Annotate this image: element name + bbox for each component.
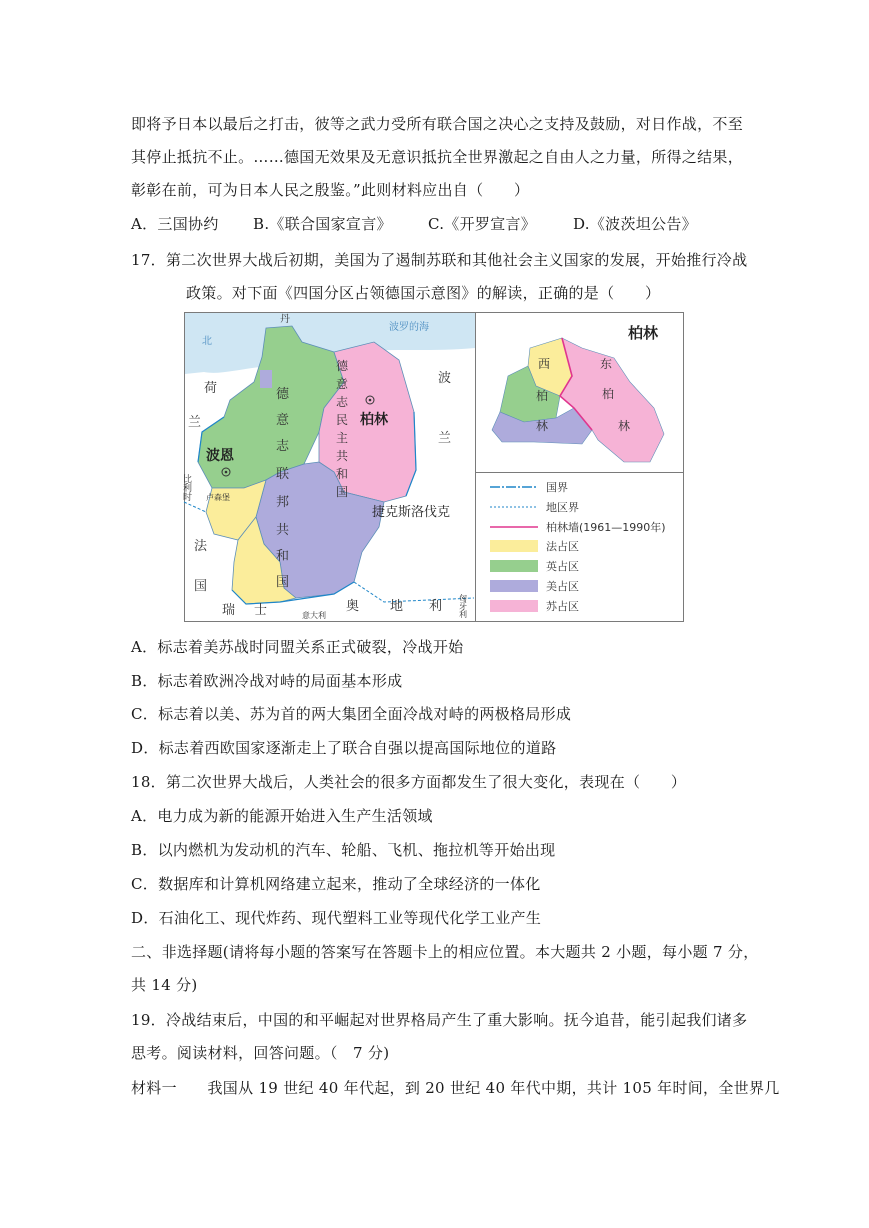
germany-occupation-map xyxy=(181,312,684,622)
q18-stem: 18．第二次世界大战后，人类社会的很多方面都发生了很大变化，表现在（ ） xyxy=(131,773,687,791)
legend-label-national-border: 国界 xyxy=(546,481,568,494)
frg-char-6: 共 xyxy=(276,523,290,538)
map-label-berlin: 柏林 xyxy=(360,412,388,428)
q17-option-c: C．标志着以美、苏为首的两大集团全面冷战对峙的两极格局形成 xyxy=(131,705,572,723)
legend-swatch-british-zone xyxy=(490,560,538,572)
inset-east-char-3: 林 xyxy=(618,419,631,433)
frg-char-1: 德 xyxy=(276,387,290,402)
legend-swatch-us-zone xyxy=(490,580,538,592)
q18-option-d: D．石油化工、现代炸药、现代塑料工业等现代化学工业产生 xyxy=(131,909,542,927)
map-label-north: 北 xyxy=(202,336,212,347)
q17-stem-line-1: 17．第二次世界大战后初期，美国为了遏制苏联和其他社会主义国家的发展，开始推行冷战 xyxy=(131,251,748,269)
frg-char-3: 志 xyxy=(276,439,290,454)
legend-swatch-french-zone xyxy=(490,540,538,552)
gdr-char-5: 主 xyxy=(336,431,349,445)
map-label-italy: 意大利 xyxy=(302,611,326,620)
gdr-char-1: 德 xyxy=(336,359,349,373)
gdr-char-4: 民 xyxy=(336,413,349,427)
q19-stem-line-2: 思考。阅读材料，回答问题。（ 7 分) xyxy=(131,1044,390,1062)
inset-title: 柏林 xyxy=(628,324,659,342)
map-label-netherlands-2: 兰 xyxy=(188,415,202,430)
map-label-swiss-1: 瑞 xyxy=(222,603,236,618)
section2-heading-line-1: 二、非选择题(请将每小题的答案写在答题卡上的相应位置。本大题共 2 小题，每小题 7 分， xyxy=(131,943,759,961)
legend-label-british-zone: 英占区 xyxy=(546,560,579,573)
q18-option-a: A．电力成为新的能源开始进入生产生活领域 xyxy=(131,807,433,825)
q17-option-a: A．标志着美苏战时同盟关系正式破裂，冷战开始 xyxy=(131,638,464,656)
frg-char-5: 邦 xyxy=(276,495,290,510)
q18-option-b: B．以内燃机为发动机的汽车、轮船、飞机、拖拉机等开始出现 xyxy=(131,841,556,859)
map-label-sea: 波罗的海 xyxy=(389,322,429,333)
frg-char-8: 国 xyxy=(276,575,290,590)
q19-stem-line-1: 19．冷战结束后，中国的和平崛起对世界格局产生了重大影响。抚今追昔，能引起我们诸多 xyxy=(131,1011,748,1029)
gdr-char-6: 共 xyxy=(336,449,349,463)
inset-west-char-3: 林 xyxy=(536,419,549,433)
passage-line-1: 即将予日本以最后之打击，彼等之武力受所有联合国之决心之支持及鼓励，对日作战，不至 xyxy=(131,115,744,133)
q16-option-a: A．三国协约 xyxy=(131,215,219,233)
inset-east-char-2: 柏 xyxy=(602,387,615,401)
map-label-luxembourg: 卢森堡 xyxy=(206,493,230,502)
frg-char-7: 和 xyxy=(276,549,290,564)
inset-east-char-1: 东 xyxy=(600,357,613,371)
map-label-netherlands-1: 荷 xyxy=(204,381,218,396)
frg-char-2: 意 xyxy=(276,413,290,428)
section2-heading-line-2: 共 14 分) xyxy=(131,976,198,994)
legend-label-region-border: 地区界 xyxy=(546,501,579,514)
passage-line-3: 彰彰在前，可为日本人民之殷鉴。”此则材料应出自（ ） xyxy=(131,181,530,199)
q16-option-b: B.《联合国家宣言》 xyxy=(253,215,392,233)
passage-line-2: 其停止抵抗不止。……德国无效果及无意识抵抗全世界激起之自由人之力量，所得之结果， xyxy=(131,148,744,166)
gdr-char-7: 和 xyxy=(336,467,349,481)
map-label-belgium: 比利时 xyxy=(181,474,191,501)
map-label-denmark: 丹 xyxy=(280,314,290,325)
legend-label-us-zone: 美占区 xyxy=(546,580,579,593)
map-label-austria-2: 地 xyxy=(390,599,404,614)
map-label-czech: 捷克斯洛伐克 xyxy=(372,505,451,520)
gdr-char-2: 意 xyxy=(336,377,349,391)
inset-west-char-1: 西 xyxy=(538,357,551,371)
map-label-france-1: 法 xyxy=(194,539,208,554)
map-label-poland-1: 波 xyxy=(438,371,452,386)
map-label-austria-3: 利 xyxy=(429,599,443,614)
gdr-char-8: 国 xyxy=(336,485,349,499)
legend-label-soviet-zone: 苏占区 xyxy=(546,600,579,613)
q17-option-d: D．标志着西欧国家逐渐走上了联合自强以提高国际地位的道路 xyxy=(131,739,557,757)
frg-char-4: 联 xyxy=(276,467,290,482)
q17-stem-line-2: 政策。对下面《四国分区占领德国示意图》的解读，正确的是（ ） xyxy=(186,284,661,302)
q16-options xyxy=(131,214,697,234)
q16-option-d: D.《波茨坦公告》 xyxy=(573,215,697,233)
legend-label-berlin-wall: 柏林墙(1961—1990年) xyxy=(546,521,666,534)
gdr-char-3: 志 xyxy=(336,395,349,409)
legend-swatch-soviet-zone xyxy=(490,600,538,612)
map-label-poland-2: 兰 xyxy=(438,431,452,446)
map-label-swiss-2: 士 xyxy=(254,603,268,618)
q16-option-c: C.《开罗宣言》 xyxy=(428,215,537,233)
map-label-austria-1: 奥 xyxy=(346,599,360,614)
legend-label-french-zone: 法占区 xyxy=(546,540,579,553)
q18-option-c: C．数据库和计算机网络建立起来，推动了全球经济的一体化 xyxy=(131,875,541,893)
inset-west-char-2: 柏 xyxy=(536,389,549,403)
map-label-hungary: 匈牙利 xyxy=(458,594,468,618)
map-label-france-2: 国 xyxy=(194,579,208,594)
q19-material-1: 材料一 我国从 19 世纪 40 年代起，到 20 世纪 40 年代中期，共计 105 年时间，全世界几 xyxy=(131,1079,780,1097)
q17-option-b: B．标志着欧洲冷战对峙的局面基本形成 xyxy=(131,672,403,690)
map-label-bonn: 波恩 xyxy=(206,448,234,464)
